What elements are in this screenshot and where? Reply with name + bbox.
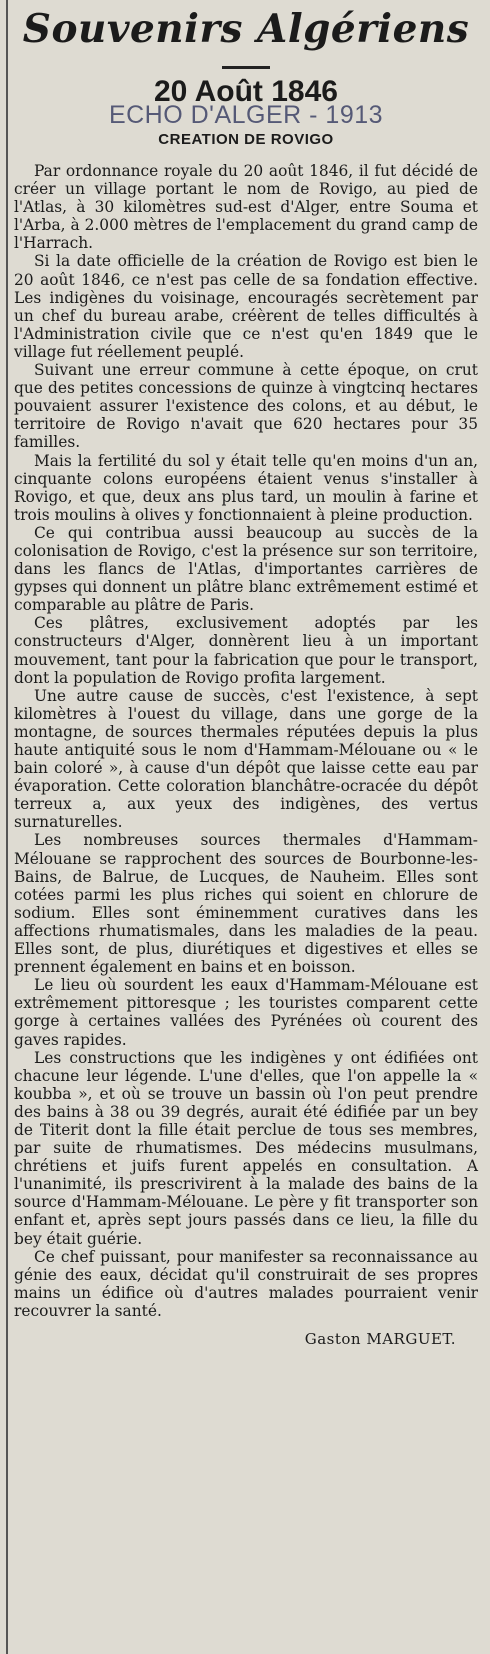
article-date: 20 Août 1846 — [154, 75, 338, 108]
paragraph: Les nombreuses sources thermales d'Hammam-Mélouane se rapprochent des sources de Bourbonne-les-Bains, de Balrue, de Lucques, de Nauheim. Elles sont cotées parmi les plus riches qui soient en chlorure de sodium. Elles sont éminemment curatives dans les affections rhumatismales, dans les maladies de la peau. Elles sont, de plus, diurétiques et digestives et elles se prennent également en bains et en boisson. — [14, 831, 478, 977]
source-stamp: ECHO D'ALGER - 1913 — [108, 101, 384, 129]
paragraph: Suivant une erreur commune à cette époque, on crut que des petites concessions de quinze à vingtcinq hectares pouvaient assurer l'existence des colons, et au début, le territoire de Rovigo n'avait que 620 hectares pour 35 familles. — [14, 361, 478, 452]
paragraph: Par ordonnance royale du 20 août 1846, il fut décidé de créer un village portant le nom de Rovigo, au pied de l'Atlas, à 30 kilomètres sud-est d'Alger, entre Souma et l'Arba, à 2.000 mètres de l'emplacement du grand camp de l'Harrach. — [14, 162, 478, 253]
paragraph: Ce chef puissant, pour manifester sa reconnaissance au génie des eaux, décidat qu'il construirait de ses propres mains un édifice où d'autres malades pourraient venir recouvrer la santé. — [14, 1247, 478, 1320]
paragraph: Les constructions que les indigènes y ont édifiées ont chacune leur légende. L'une d'elles, que l'on appelle la « koubba », et où se trouve un bassin où l'on peut prendre des bains à 38 ou 39 degrés, aurait été édifiée par un bey de Titerit dont la fille était perclue de tous ses membres, par suite de rhumatismes. Des médecins musulmans, chrétiens et juifs furent appelés en consultation. A l'unanimité, ils prescrivirent à la malade des bains de la source d'Hammam-Mélouane. Le père y fit transporter son enfant et, après sept jours passés dans ce lieu, la fille du bey était guérie. — [14, 1048, 478, 1248]
paragraph: Si la date officielle de la création de Rovigo est bien le 20 août 1846, ce n'est pas celle de sa fondation effective. Les indigènes du voisinage, encouragés secrètement par un chef du bureau arabe, créèrent de telles difficultés à l'Administration civile que ce n'est qu'en 1849 que le village fut réellement peuplé. — [14, 252, 478, 361]
article-subtitle: CREATION DE ROVIGO — [158, 131, 334, 148]
column-rule — [6, 0, 8, 1654]
article-body — [14, 162, 478, 1320]
paragraph: Mais la fertilité du sol y était telle qu'en moins d'un an, cinquante colons européens étaient venus s'installer à Rovigo, et que, deux ans plus tard, un moulin à farine et trois moulins à olives y fonctionnaient à pleine production. — [14, 451, 478, 524]
paragraph: Ce qui contribua aussi beaucoup au succès de la colonisation de Rovigo, c'est la présence sur son territoire, dans les flancs de l'Atlas, d'importantes carrières de gypses qui donnent un plâtre blanc extrêmement estimé et comparable au plâtre de Paris. — [14, 523, 478, 615]
title-divider — [222, 66, 270, 69]
paragraph: Ces plâtres, exclusivement adoptés par les constructeurs d'Alger, donnèrent lieu à un important mouvement, tant pour la fabrication que pour le transport, dont la population de Rovigo profita largement. — [14, 614, 478, 687]
paragraph: Le lieu où sourdent les eaux d'Hammam-Mélouane est extrêmement pittoresque ; les touristes comparent cette gorge à certaines vallées des Pyrénées où courent des gaves rapides. — [14, 976, 478, 1049]
author-signature: Gaston MARGUET. — [304, 1330, 456, 1348]
paragraph: Une autre cause de succès, c'est l'existence, à sept kilomètres à l'ouest du village, dans une gorge de la montagne, de sources thermales réputées depuis la plus haute antiquité sous le nom d'Hammam-Mélouane ou « le bain coloré », à cause d'un dépôt que laisse cette eau par évaporation. Cette coloration blanchâtre-ocracée du dépôt terreux a, aux yeux des indigènes, des vertus surnaturelles. — [14, 686, 478, 832]
article-title: Souvenirs Algériens — [22, 6, 470, 52]
